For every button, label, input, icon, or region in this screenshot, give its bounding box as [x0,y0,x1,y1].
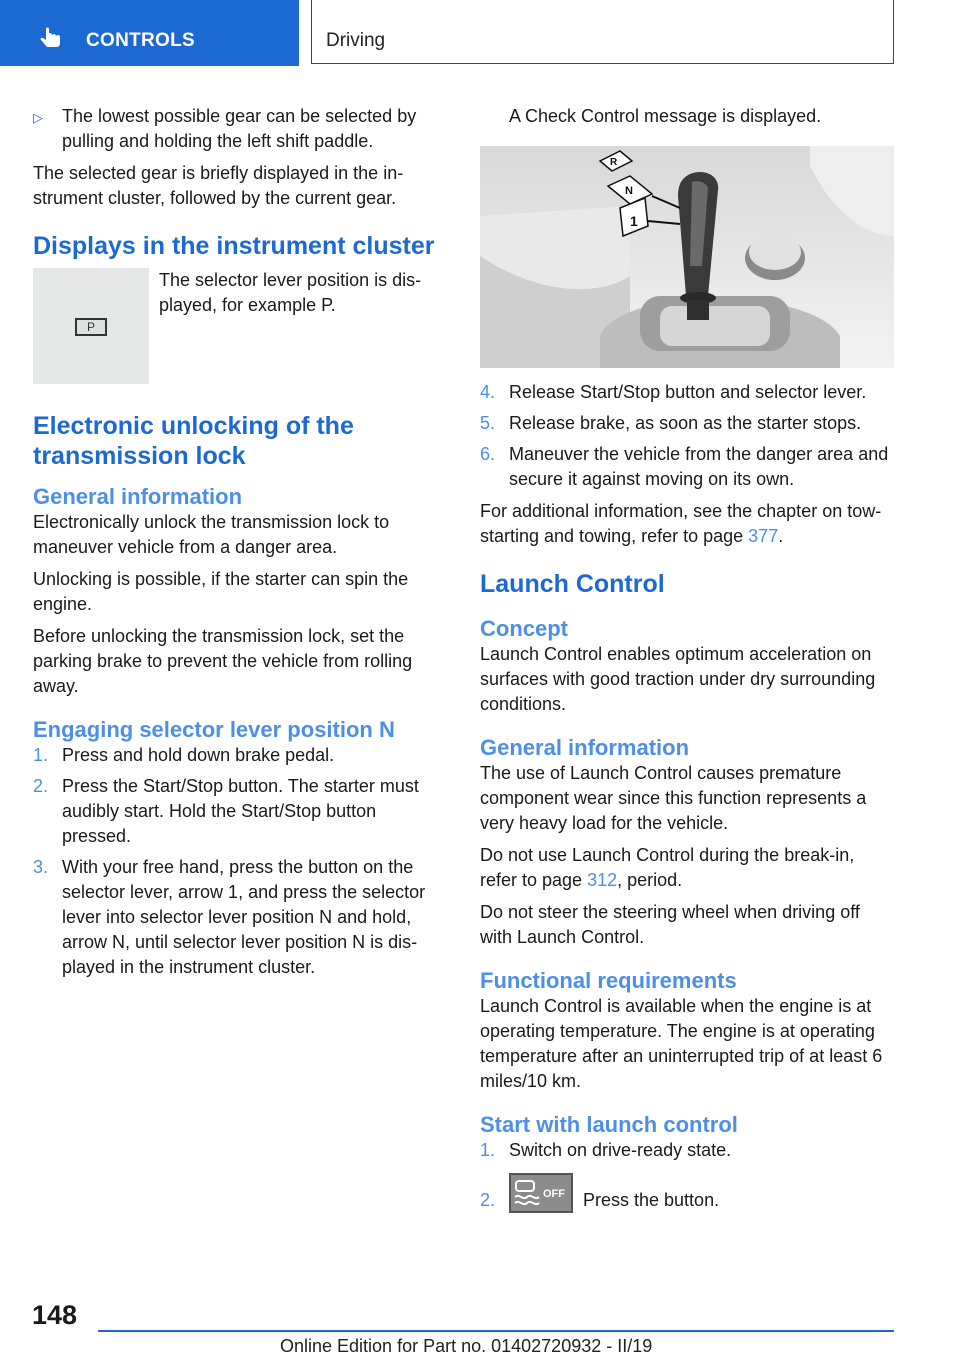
hand-pointer-icon [38,26,64,52]
list-item: 3. With your free hand, press the button on the selector lever, arrow 1, and press the selector lever into selector lever position N and hold, arrow N, until selector lever position N is displayed in the instrument cluster. [33,857,426,977]
steps-list [480,1138,894,1213]
edition-text: Online Edition for Part no. 01402720932 - II/19 [280,1336,653,1356]
paragraph: The selector lever position is displayed, for example P. [159,270,422,315]
heading-start-launch-control: Start with launch control [480,1112,738,1137]
paragraph: Do not steer the steering wheel when driving off with Launch Control. [480,902,860,947]
section-tab-controls[interactable] [0,0,299,66]
heading-engaging-n: Engaging selector lever position N [33,717,395,742]
display-block [33,268,445,384]
triangle-bullet-icon: ▷ [33,110,43,125]
paragraph: Unlocking is possible, if the starter can spin the engine. [33,569,409,614]
paragraph: The selected gear is briefly displayed in the instrument cluster, followed by the current gear. [33,163,404,208]
steps-list [33,743,445,980]
figure-label-n: N [625,185,633,197]
heading-electronic-unlocking: Electronic unlocking of the transmission lock [33,412,354,470]
park-indicator-icon: P [75,318,107,336]
paragraph: A Check Control message is displayed. [509,106,822,126]
bullet-item [33,104,445,154]
bullet-text: The lowest possible gear can be selected by pulling and holding the left shift paddle. [62,106,417,151]
figure-label-1: 1 [630,213,638,229]
left-column [33,104,445,987]
right-column [480,104,894,1220]
list-item: 4. Release Start/Stop button and selector lever. [480,382,867,402]
section-label: CONTROLS [86,30,196,51]
figure-label-r: R [610,157,618,168]
selector-lever-figure [480,146,894,368]
list-item: 1. Press and hold down brake pedal. [33,745,335,765]
paragraph: Launch Control is available when the engine is at operating temperature. The engine is at operating temperature after an uninterrupted trip of at least 6 miles/10 km. [480,996,883,1091]
heading-general-information: General information [33,484,243,509]
heading-displays: Displays in the instrument cluster [33,232,435,260]
paragraph: Launch Control enables optimum acceleration on surfaces with good traction under dry surrounding conditions. [480,644,876,714]
list-item: 2. Press the Start/Stop button. The starter must audibly start. Hold the Start/Stop button pressed. [33,776,419,846]
paragraph: For additional information, see the chapter on tow-starting and towing, refer to page 377. [480,501,882,546]
heading-general-information: General information [480,735,690,760]
heading-launch-control: Launch Control [480,570,665,598]
page-link-312[interactable]: 312 [587,870,618,890]
subsection-label: Driving [326,30,386,51]
svg-text:OFF: OFF [543,1188,565,1200]
subsection-header [311,0,894,64]
paragraph: Before unlocking the transmission lock, set the parking brake to prevent the vehicle from rolling away. [33,626,413,696]
list-item: 5. Release brake, as soon as the starter stops. [480,413,862,433]
paragraph: Do not use Launch Control during the break-in, refer to page 312, period. [480,845,855,890]
steps-list [480,380,894,492]
traction-control-off-icon [509,1173,573,1213]
paragraph: Electronically unlock the transmission lock to maneuver vehicle from a danger area. [33,512,390,557]
page-number: 148 [32,1300,78,1330]
selector-lever-image [480,146,894,368]
list-item: 1. Switch on drive-ready state. [480,1140,732,1160]
list-item: 2. OFF Press the button. [480,1173,894,1213]
page-link-377[interactable]: 377 [748,526,779,546]
paragraph: The use of Launch Control causes premature component wear since this function represents a very heavy load for the vehicle. [480,763,867,833]
list-item: 6. Maneuver the vehicle from the danger area and secure it against moving on its own. [480,444,889,489]
heading-functional-requirements: Functional requirements [480,968,737,993]
instrument-display-image [33,268,149,384]
heading-concept: Concept [480,616,568,641]
footer-divider [98,1330,894,1332]
